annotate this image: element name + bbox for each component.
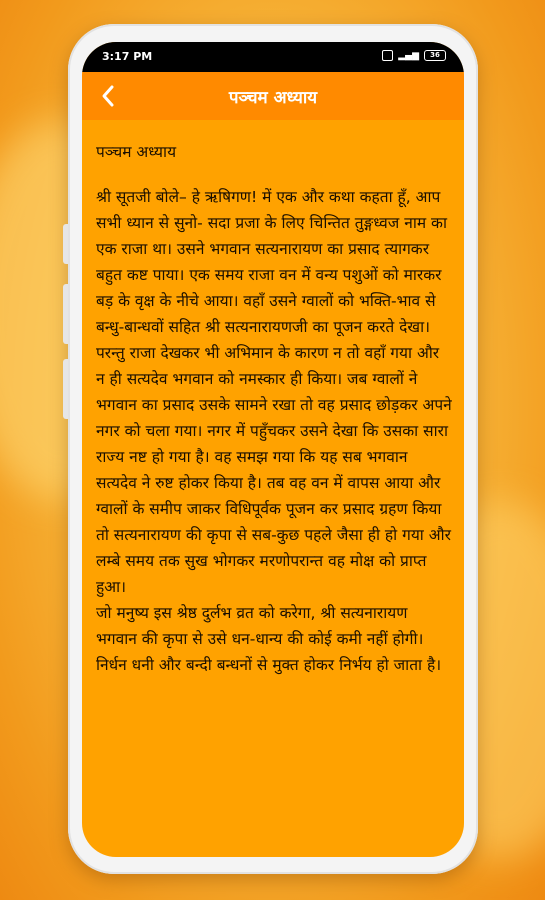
notification-icon — [382, 50, 393, 61]
status-icons — [382, 50, 446, 61]
phone-side-button — [63, 284, 68, 344]
chapter-paragraph: जो मनुष्य इस श्रेष्ठ दुर्लभ व्रत को करेगा, श्री सत्यनारायण भगवान की कृपा से उसे धन-धान्य की कोई कमी नहीं होगी। निर्धन धनी और बन्दी बन्धनों से मुक्त होकर निर्भय हो जाता है। — [96, 604, 442, 674]
status-bar — [82, 42, 464, 72]
signal-icon: ▂▄▆ — [398, 50, 419, 61]
app-bar — [82, 72, 464, 120]
chapter-heading: पञ्चम अध्याय — [96, 143, 177, 161]
phone-side-button — [63, 224, 68, 264]
chapter-content — [96, 140, 452, 678]
phone-side-button — [63, 359, 68, 419]
battery-icon — [424, 50, 446, 61]
app-screen — [82, 42, 464, 857]
chapter-paragraph: श्री सूतजी बोले– हे ऋषिगण! में एक और कथा कहता हूँ, आप सभी ध्यान से सुनो- सदा प्रजा के लिए चिन्तित तुङ्गध्वज नाम का एक राजा था। उसने भगवान सत्यनारायण का प्रसाद त्यागकर बहुत कष्ट पाया। एक समय राजा वन में वन्य पशुओं को मारकर बड़ के वृक्ष के नीचे आया। वहाँ उसने ग्वालों को भक्ति-भाव से बन्धु-बान्धवों सहित श्री सत्यनारायणजी का पूजन करते देखा। परन्तु राजा देखकर भी अभिमान के कारण न तो वहाँ गया और न ही सत्यदेव भगवान को नमस्कार ही किया। जब ग्वालों ने भगवान का प्रसाद उसके सामने रखा तो वह प्रसाद छोड़कर अपने नगर को चला गया। नगर में पहुँचकर उसने देखा कि उसका सारा राज्य नष्ट हो गया है। वह समझ गया कि यह सब भगवान सत्यदेव ने रुष्ट होकर किया है। तब वह वन में वापस आया और ग्वालों के समीप जाकर विधिपूर्वक पूजन कर प्रसाद ग्रहण किया तो सत्यनारायण की कृपा से सब-कुछ पहले जैसा ही हो गया और लम्बे समय तक सुख भोगकर मरणोपरान्त वह मोक्ष को प्राप्त हुआ। — [96, 188, 452, 596]
battery-level: 36 — [430, 51, 440, 59]
status-time: 3:17 PM — [102, 50, 153, 63]
phone-frame — [68, 24, 478, 874]
app-bar-title: पञ्चम अध्याय — [228, 88, 318, 108]
